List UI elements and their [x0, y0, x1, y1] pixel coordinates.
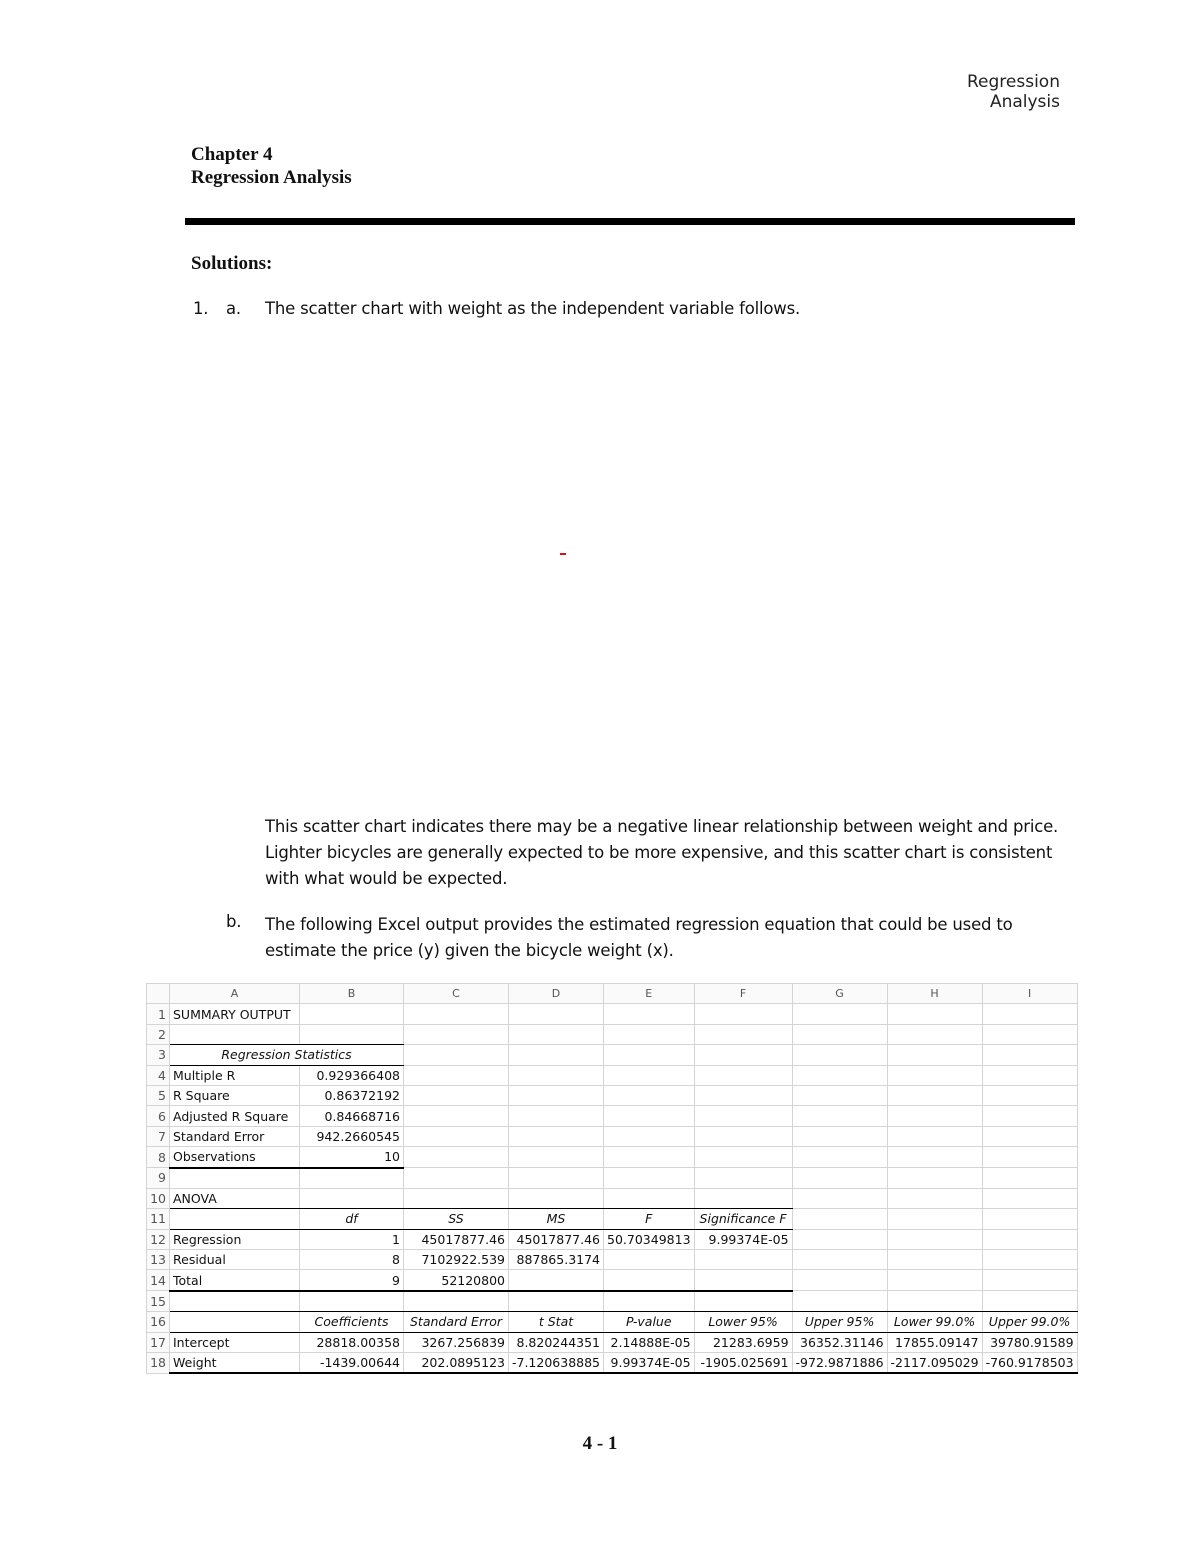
- empty-cell[interactable]: [604, 1291, 695, 1312]
- empty-cell[interactable]: [694, 1024, 792, 1044]
- empty-cell[interactable]: [982, 1045, 1077, 1065]
- row-header[interactable]: 6: [147, 1106, 170, 1126]
- anova-value[interactable]: 45017877.46: [404, 1229, 509, 1249]
- empty-cell[interactable]: [694, 1106, 792, 1126]
- anova-value[interactable]: 52120800: [404, 1270, 509, 1291]
- empty-cell[interactable]: [887, 1291, 982, 1312]
- empty-cell[interactable]: [404, 1024, 509, 1044]
- empty-cell[interactable]: [982, 1004, 1077, 1024]
- empty-cell[interactable]: [404, 1188, 509, 1208]
- anova-header[interactable]: SS: [404, 1209, 509, 1229]
- stat-label[interactable]: Multiple R: [170, 1065, 300, 1085]
- anova-value[interactable]: 887865.3174: [509, 1250, 604, 1270]
- empty-cell[interactable]: [887, 1085, 982, 1105]
- stat-value[interactable]: 10: [300, 1147, 404, 1168]
- coefficient-value[interactable]: 17855.09147: [887, 1332, 982, 1352]
- sheet-row: [147, 1065, 1078, 1085]
- empty-cell[interactable]: [694, 1085, 792, 1105]
- sheet-row: [147, 1024, 1078, 1044]
- empty-cell[interactable]: [792, 1250, 887, 1270]
- row-header[interactable]: 10: [147, 1188, 170, 1208]
- empty-cell[interactable]: [509, 1004, 604, 1024]
- row-header[interactable]: 18: [147, 1353, 170, 1374]
- empty-cell[interactable]: [982, 1147, 1077, 1168]
- empty-cell[interactable]: [404, 1126, 509, 1146]
- empty-cell[interactable]: [404, 1168, 509, 1189]
- page-number: 4 - 1: [582, 1433, 618, 1454]
- anova-value[interactable]: 45017877.46: [509, 1229, 604, 1249]
- row-header[interactable]: 15: [147, 1291, 170, 1312]
- empty-cell[interactable]: [982, 1085, 1077, 1105]
- coefficient-value[interactable]: 202.0895123: [404, 1353, 509, 1374]
- empty-cell[interactable]: [792, 1147, 887, 1168]
- coefficient-value[interactable]: 8.820244351: [509, 1332, 604, 1352]
- empty-cell[interactable]: [792, 1085, 887, 1105]
- row-header[interactable]: 3: [147, 1045, 170, 1065]
- sheet-row: [147, 1126, 1078, 1146]
- empty-cell[interactable]: [982, 1291, 1077, 1312]
- anova-value[interactable]: 9.99374E-05: [694, 1229, 792, 1249]
- column-header[interactable]: A: [170, 984, 300, 1004]
- coefficient-header[interactable]: Lower 99.0%: [887, 1312, 982, 1332]
- row-header[interactable]: 2: [147, 1024, 170, 1044]
- empty-cell[interactable]: [694, 1147, 792, 1168]
- running-header: Regression Analysis: [967, 72, 1060, 112]
- coefficient-header[interactable]: Lower 95%: [694, 1312, 792, 1332]
- empty-cell[interactable]: [404, 1291, 509, 1312]
- empty-cell[interactable]: [694, 1065, 792, 1085]
- empty-cell[interactable]: [300, 1291, 404, 1312]
- empty-cell[interactable]: [792, 1045, 887, 1065]
- column-header[interactable]: B: [300, 984, 404, 1004]
- coefficient-value[interactable]: 21283.6959: [694, 1332, 792, 1352]
- empty-cell[interactable]: [300, 1188, 404, 1208]
- stat-value[interactable]: 0.84668716: [300, 1106, 404, 1126]
- empty-cell[interactable]: [982, 1065, 1077, 1085]
- chart-artifact-mark: [560, 553, 566, 555]
- coefficient-value[interactable]: 3267.256839: [404, 1332, 509, 1352]
- sheet-row: [147, 1209, 1078, 1229]
- empty-cell[interactable]: [792, 1126, 887, 1146]
- empty-cell[interactable]: [300, 1024, 404, 1044]
- anova-value[interactable]: [604, 1250, 695, 1270]
- sheet-row: [147, 1045, 1078, 1065]
- chapter-heading: [191, 143, 352, 189]
- part-a-text: The scatter chart with weight as the independent variable follows.: [265, 299, 801, 318]
- sheet-row: [147, 1004, 1078, 1024]
- row-header[interactable]: 11: [147, 1209, 170, 1229]
- empty-cell[interactable]: [887, 1126, 982, 1146]
- empty-cell[interactable]: [694, 1126, 792, 1146]
- empty-cell[interactable]: [887, 1250, 982, 1270]
- regression-statistics-label[interactable]: Regression Statistics: [170, 1045, 404, 1065]
- empty-cell[interactable]: [404, 1147, 509, 1168]
- empty-cell[interactable]: [792, 1106, 887, 1126]
- row-header[interactable]: 14: [147, 1270, 170, 1291]
- anova-row-label[interactable]: Total: [170, 1270, 300, 1291]
- empty-cell[interactable]: [509, 1065, 604, 1085]
- column-header-row: [147, 984, 1078, 1004]
- empty-cell[interactable]: [404, 1085, 509, 1105]
- solutions-heading: Solutions:: [191, 253, 273, 274]
- sheet-row: [147, 1270, 1078, 1291]
- heading-rule: [185, 218, 1075, 225]
- coefficient-value[interactable]: 39780.91589: [982, 1332, 1077, 1352]
- anova-value[interactable]: 7102922.539: [404, 1250, 509, 1270]
- empty-cell[interactable]: [982, 1126, 1077, 1146]
- empty-cell[interactable]: [509, 1126, 604, 1146]
- empty-cell[interactable]: [982, 1270, 1077, 1291]
- coefficient-header[interactable]: t Stat: [509, 1312, 604, 1332]
- sheet-row: [147, 1229, 1078, 1249]
- empty-cell[interactable]: [604, 1045, 695, 1065]
- column-header[interactable]: H: [887, 984, 982, 1004]
- anova-value[interactable]: [604, 1270, 695, 1291]
- empty-cell[interactable]: [694, 1168, 792, 1189]
- row-header[interactable]: 9: [147, 1168, 170, 1189]
- empty-cell[interactable]: [170, 1024, 300, 1044]
- empty-cell[interactable]: [792, 1024, 887, 1044]
- row-header[interactable]: 1: [147, 1004, 170, 1024]
- empty-cell[interactable]: [509, 1291, 604, 1312]
- coefficient-value[interactable]: 28818.00358: [300, 1332, 404, 1352]
- coefficient-value[interactable]: -1439.00644: [300, 1353, 404, 1374]
- sheet-row: [147, 1291, 1078, 1312]
- empty-cell[interactable]: [887, 1229, 982, 1249]
- empty-cell[interactable]: [792, 1004, 887, 1024]
- empty-cell[interactable]: [509, 1147, 604, 1168]
- empty-cell[interactable]: [694, 1045, 792, 1065]
- row-header[interactable]: 5: [147, 1085, 170, 1105]
- empty-cell[interactable]: [982, 1024, 1077, 1044]
- anova-value[interactable]: 1: [300, 1229, 404, 1249]
- empty-cell[interactable]: [604, 1188, 695, 1208]
- row-header[interactable]: 8: [147, 1147, 170, 1168]
- anova-row-label[interactable]: Residual: [170, 1250, 300, 1270]
- anova-header[interactable]: Significance F: [694, 1209, 792, 1229]
- stat-label[interactable]: Adjusted R Square: [170, 1106, 300, 1126]
- empty-cell[interactable]: [887, 1270, 982, 1291]
- empty-cell[interactable]: [604, 1126, 695, 1146]
- empty-cell[interactable]: [604, 1065, 695, 1085]
- anova-value[interactable]: 8: [300, 1250, 404, 1270]
- column-header[interactable]: E: [604, 984, 695, 1004]
- row-header[interactable]: 7: [147, 1126, 170, 1146]
- empty-cell[interactable]: [604, 1106, 695, 1126]
- empty-cell[interactable]: [300, 1168, 404, 1189]
- empty-cell[interactable]: [887, 1168, 982, 1189]
- sheet-row: [147, 1250, 1078, 1270]
- coefficient-value[interactable]: -1905.025691: [694, 1353, 792, 1374]
- empty-cell[interactable]: [887, 1147, 982, 1168]
- empty-cell[interactable]: [300, 1004, 404, 1024]
- empty-cell[interactable]: [792, 1188, 887, 1208]
- stat-value[interactable]: 0.86372192: [300, 1085, 404, 1105]
- row-header[interactable]: 4: [147, 1065, 170, 1085]
- column-header[interactable]: G: [792, 984, 887, 1004]
- empty-cell[interactable]: [509, 1168, 604, 1189]
- empty-cell[interactable]: [170, 1291, 300, 1312]
- sheet-row: [147, 1312, 1078, 1332]
- corner-cell[interactable]: [147, 984, 170, 1004]
- empty-cell[interactable]: [792, 1168, 887, 1189]
- empty-cell[interactable]: [509, 1188, 604, 1208]
- empty-cell[interactable]: [887, 1188, 982, 1208]
- empty-cell[interactable]: [170, 1209, 300, 1229]
- empty-cell[interactable]: [509, 1024, 604, 1044]
- column-header[interactable]: I: [982, 984, 1077, 1004]
- anova-value[interactable]: [509, 1270, 604, 1291]
- coefficient-row-label[interactable]: Intercept: [170, 1332, 300, 1352]
- coefficient-value[interactable]: 36352.31146: [792, 1332, 887, 1352]
- empty-cell[interactable]: [982, 1229, 1077, 1249]
- empty-cell[interactable]: [887, 1004, 982, 1024]
- sheet-row: [147, 1168, 1078, 1189]
- empty-cell[interactable]: [509, 1085, 604, 1105]
- stat-value[interactable]: 942.2660545: [300, 1126, 404, 1146]
- empty-cell[interactable]: [604, 1147, 695, 1168]
- empty-cell[interactable]: [404, 1106, 509, 1126]
- stat-value[interactable]: 0.929366408: [300, 1065, 404, 1085]
- anova-header[interactable]: df: [300, 1209, 404, 1229]
- row-header[interactable]: 12: [147, 1229, 170, 1249]
- empty-cell[interactable]: [170, 1168, 300, 1189]
- empty-cell[interactable]: [792, 1229, 887, 1249]
- empty-cell[interactable]: [887, 1024, 982, 1044]
- anova-value[interactable]: 9: [300, 1270, 404, 1291]
- empty-cell[interactable]: [982, 1250, 1077, 1270]
- coefficient-header[interactable]: Coefficients: [300, 1312, 404, 1332]
- empty-cell[interactable]: [694, 1004, 792, 1024]
- summary-title-cell[interactable]: SUMMARY OUTPUT: [170, 1004, 300, 1024]
- part-b-text: The following Excel output provides the estimated regression equation that could be used to estimate the price (y) given the bicycle weight (x).: [265, 915, 1013, 960]
- stat-label[interactable]: Standard Error: [170, 1126, 300, 1146]
- sheet-row: [147, 1188, 1078, 1208]
- row-header[interactable]: 16: [147, 1312, 170, 1332]
- anova-row-label[interactable]: Regression: [170, 1229, 300, 1249]
- sheet-row: [147, 1106, 1078, 1126]
- column-header[interactable]: F: [694, 984, 792, 1004]
- column-header[interactable]: D: [509, 984, 604, 1004]
- question-number: 1.: [193, 299, 209, 318]
- empty-cell[interactable]: [509, 1106, 604, 1126]
- empty-cell[interactable]: [792, 1065, 887, 1085]
- sheet-row: [147, 1353, 1078, 1374]
- empty-cell[interactable]: [887, 1045, 982, 1065]
- empty-cell[interactable]: [792, 1209, 887, 1229]
- interpretation-paragraph: This scatter chart indicates there may be a negative linear relationship between weight and price. Lighter bicycles are generally expected to be more expensive, and this scatter chart is consistent with what would be expected.: [265, 817, 1059, 888]
- empty-cell[interactable]: [792, 1291, 887, 1312]
- empty-cell[interactable]: [792, 1270, 887, 1291]
- anova-header[interactable]: MS: [509, 1209, 604, 1229]
- empty-cell[interactable]: [170, 1312, 300, 1332]
- coefficient-value[interactable]: 2.14888E-05: [604, 1332, 695, 1352]
- coefficient-value[interactable]: -7.120638885: [509, 1353, 604, 1374]
- chapter-title: Regression Analysis: [191, 167, 352, 188]
- anova-value[interactable]: 50.70349813: [604, 1229, 695, 1249]
- coefficient-value[interactable]: -760.9178503: [982, 1353, 1077, 1374]
- empty-cell[interactable]: [982, 1106, 1077, 1126]
- anova-value[interactable]: [694, 1270, 792, 1291]
- row-header[interactable]: 17: [147, 1332, 170, 1352]
- coefficient-value[interactable]: -2117.095029: [887, 1353, 982, 1374]
- empty-cell[interactable]: [887, 1106, 982, 1126]
- coefficient-header[interactable]: P-value: [604, 1312, 695, 1332]
- empty-cell[interactable]: [982, 1209, 1077, 1229]
- empty-cell[interactable]: [887, 1065, 982, 1085]
- empty-cell[interactable]: [604, 1004, 695, 1024]
- sheet-row: [147, 1332, 1078, 1352]
- empty-cell[interactable]: [404, 1004, 509, 1024]
- empty-cell[interactable]: [604, 1024, 695, 1044]
- chapter-number: Chapter 4: [191, 144, 273, 165]
- empty-cell[interactable]: [887, 1209, 982, 1229]
- empty-cell[interactable]: [694, 1188, 792, 1208]
- coefficient-header[interactable]: Upper 99.0%: [982, 1312, 1077, 1332]
- sheet-row: [147, 1147, 1078, 1168]
- coefficient-value[interactable]: -972.9871886: [792, 1353, 887, 1374]
- stat-label[interactable]: R Square: [170, 1085, 300, 1105]
- empty-cell[interactable]: [404, 1065, 509, 1085]
- empty-cell[interactable]: [694, 1291, 792, 1312]
- part-b-letter: b.: [226, 912, 242, 931]
- empty-cell[interactable]: [982, 1168, 1077, 1189]
- anova-header[interactable]: F: [604, 1209, 695, 1229]
- coefficient-header[interactable]: Standard Error: [404, 1312, 509, 1332]
- sheet-row: [147, 1085, 1078, 1105]
- excel-regression-output: [146, 983, 1078, 1374]
- empty-cell[interactable]: [982, 1188, 1077, 1208]
- empty-cell[interactable]: [604, 1085, 695, 1105]
- row-header[interactable]: 13: [147, 1250, 170, 1270]
- empty-cell[interactable]: [509, 1045, 604, 1065]
- coefficient-value[interactable]: 9.99374E-05: [604, 1353, 695, 1374]
- anova-label[interactable]: ANOVA: [170, 1188, 300, 1208]
- coefficient-header[interactable]: Upper 95%: [792, 1312, 887, 1332]
- stat-label[interactable]: Observations: [170, 1147, 300, 1168]
- coefficient-row-label[interactable]: Weight: [170, 1353, 300, 1374]
- empty-cell[interactable]: [404, 1045, 509, 1065]
- part-a-letter: a.: [226, 299, 241, 318]
- column-header[interactable]: C: [404, 984, 509, 1004]
- empty-cell[interactable]: [604, 1168, 695, 1189]
- anova-value[interactable]: [694, 1250, 792, 1270]
- scatter-chart-placeholder: [265, 330, 1055, 800]
